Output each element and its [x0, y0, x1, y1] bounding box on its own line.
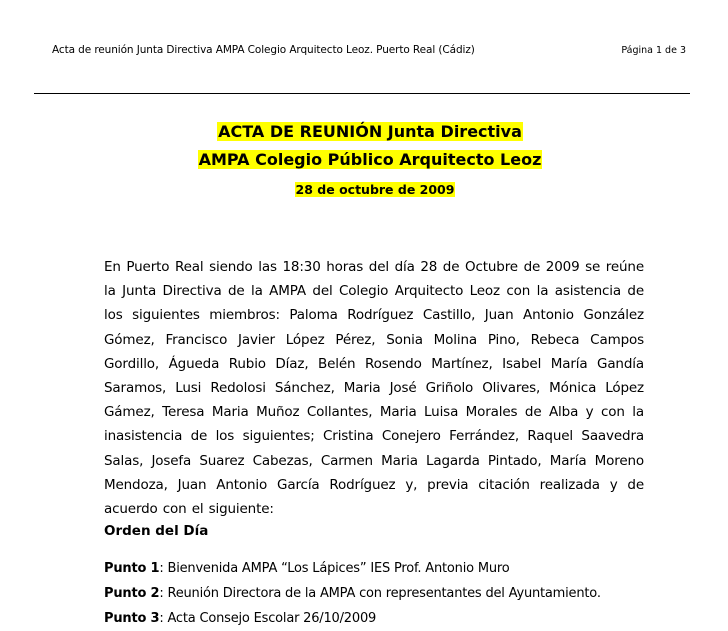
title-line-2-container	[0, 150, 728, 169]
page-header	[52, 40, 686, 60]
agenda-item-label: Punto 2	[104, 586, 160, 601]
document-title: ACTA DE REUNIÓN Junta Directiva	[218, 122, 522, 141]
header-page-number: Página 1 de 3	[621, 44, 686, 56]
agenda-item	[104, 606, 601, 631]
agenda-item-label: Punto 3	[104, 611, 160, 626]
attendance-paragraph: En Puerto Real siendo las 18:30 horas del día 28 de Octubre de 2009 se reúne la Junta Directiva de la AMPA del Colegio Arquitecto Leoz con la asistencia de los siguientes miembros: Paloma Rodríguez Castillo, Juan Antonio González Gómez, Francisco Javier López Pérez, Sonia Molina Pino, Rebeca Campos Gordillo, Águeda Rubio Díaz, Belén Rosendo Martínez, Isabel María Gandía Saramos, Lusi Redolosi Sánchez, Maria José Griñolo Olivares, Mónica López Gámez, Teresa Maria Muñoz Collantes, Maria Luisa Morales de Alba y con la inasistencia de los siguientes; Cristina Conejero Ferrández, Raquel Saavedra Salas, Josefa Suarez Cabezas, Carmen Maria Lagarda Pintado, María Moreno Mendoza, Juan Antonio García Rodríguez y, previa citación realizada y de acuerdo con el siguiente:	[104, 259, 644, 518]
agenda-item-text: : Bienvenida AMPA “Los Lápices” IES Prof. Antonio Muro	[159, 561, 510, 576]
document-date: 28 de octubre de 2009	[295, 182, 455, 197]
document-subtitle: AMPA Colegio Público Arquitecto Leoz	[198, 150, 542, 169]
agenda-item	[104, 581, 601, 606]
agenda-item-text: : Reunión Directora de la AMPA con representantes del Ayuntamiento.	[159, 586, 601, 601]
title-line-1-container	[0, 122, 728, 141]
agenda-heading: Orden del Día	[104, 523, 209, 539]
agenda-item-text: : Acta Consejo Escolar 26/10/2009	[159, 611, 377, 626]
header-divider	[34, 93, 690, 94]
agenda-item-label: Punto 1	[104, 561, 160, 576]
title-date-container	[0, 182, 728, 197]
header-document-title: Acta de reunión Junta Directiva AMPA Colegio Arquitecto Leoz. Puerto Real (Cádiz)	[52, 44, 475, 56]
agenda-list	[104, 556, 601, 631]
agenda-item	[104, 556, 601, 581]
